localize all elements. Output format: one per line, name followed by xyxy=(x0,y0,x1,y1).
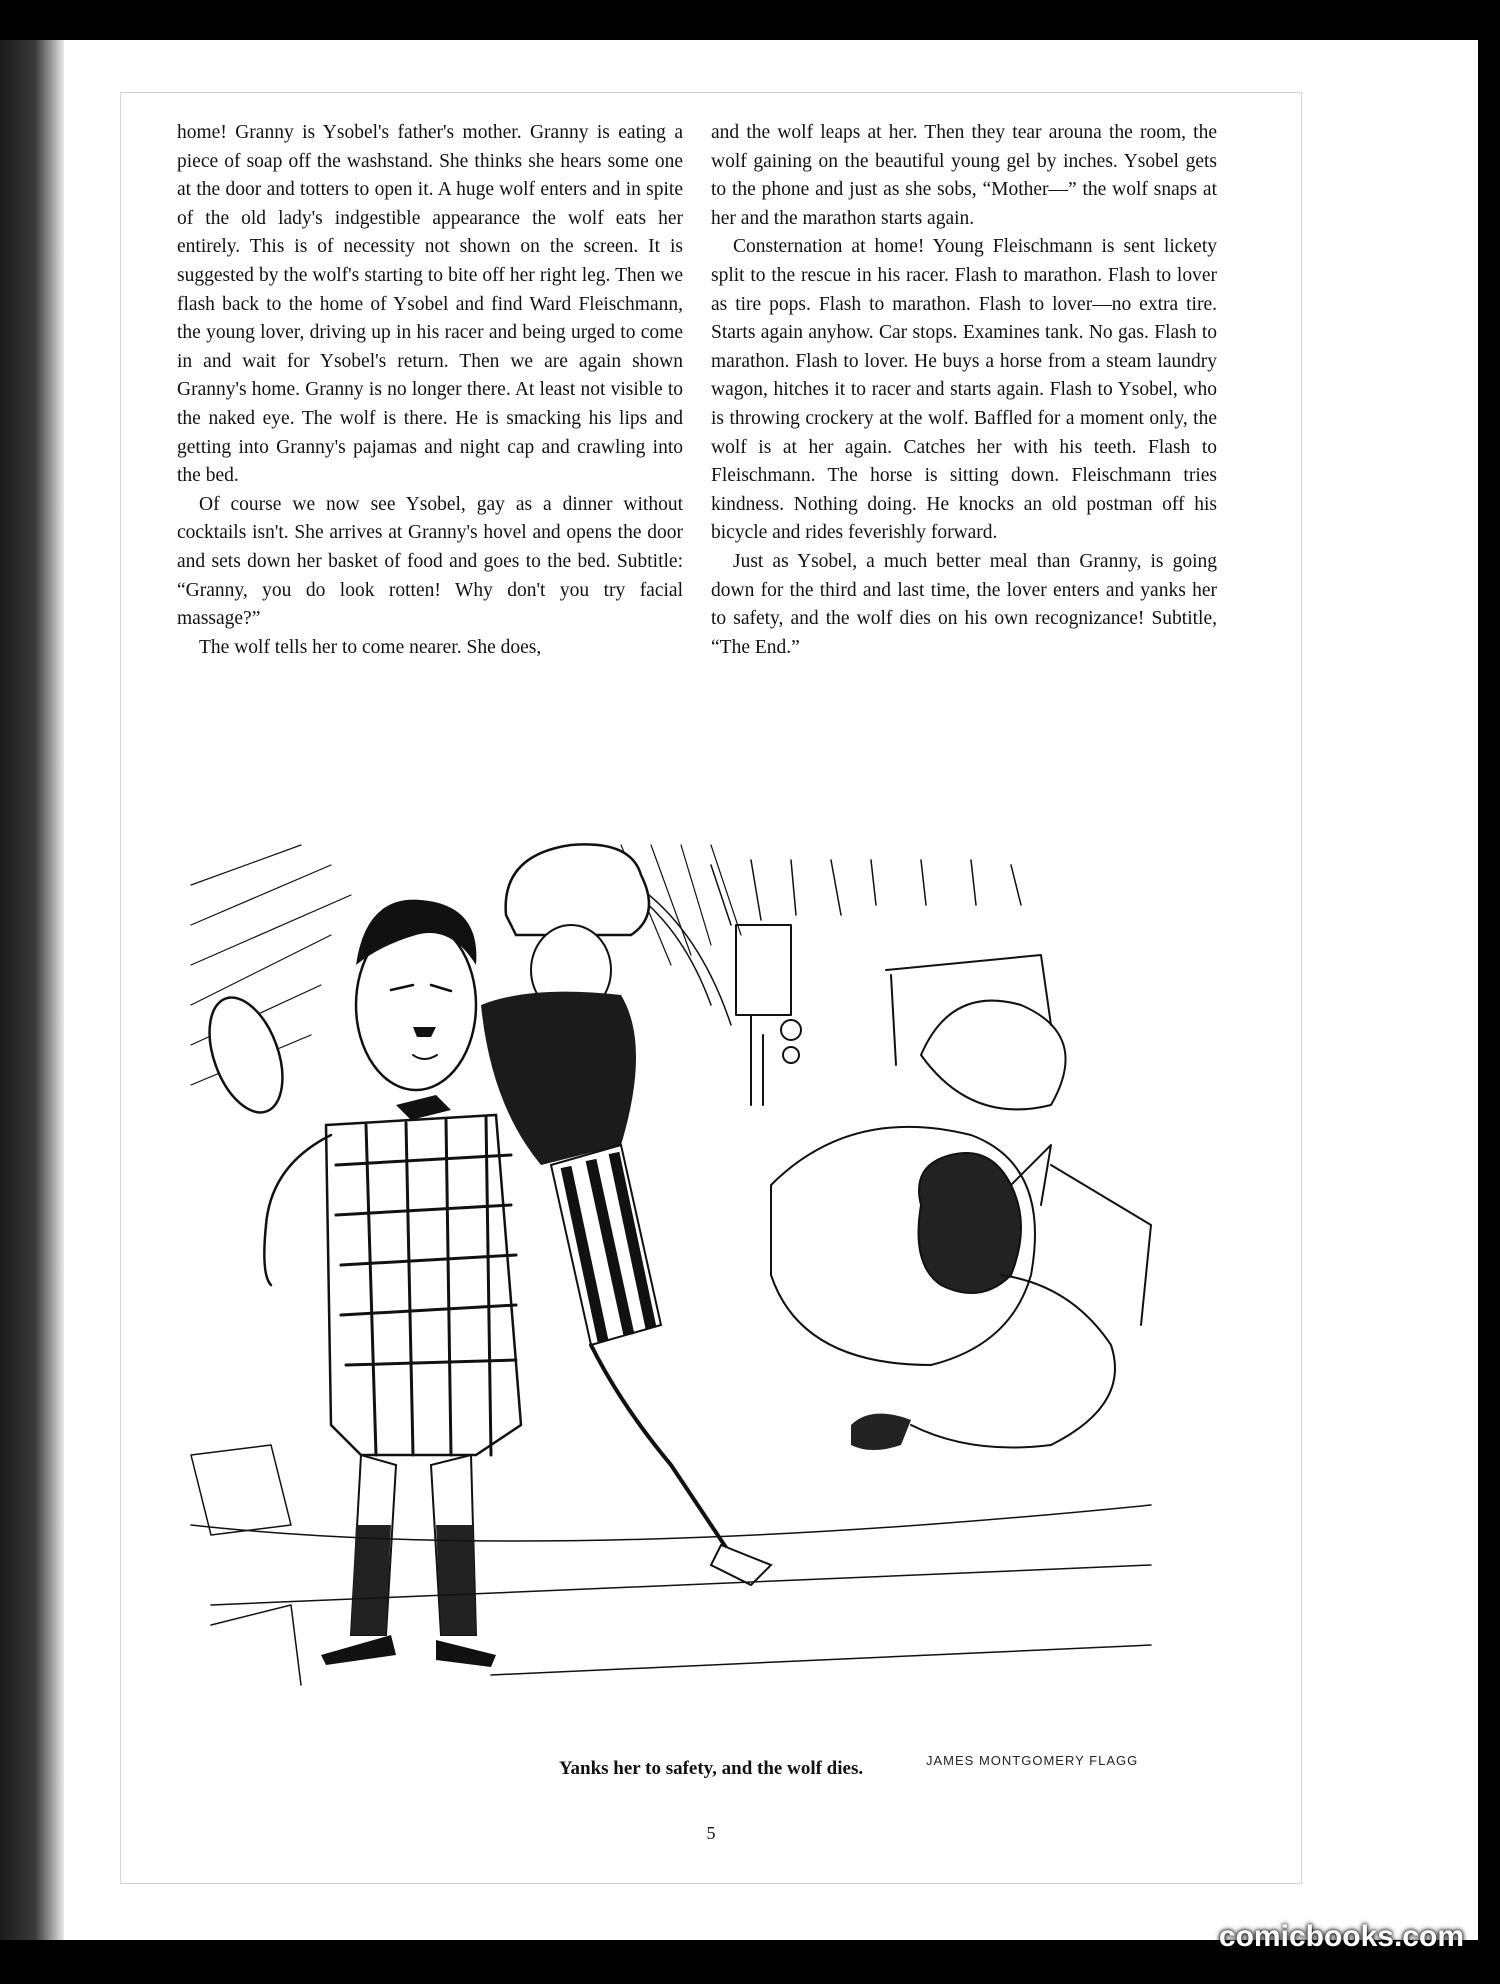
wall-telephone xyxy=(736,925,801,1105)
artist-signature: JAMES MONTGOMERY FLAGG xyxy=(926,1753,1139,1768)
left-column xyxy=(177,119,683,662)
young-woman xyxy=(481,844,771,1585)
young-man xyxy=(195,900,521,1667)
illustration-caption: Yanks her to safety, and the wolf dies. xyxy=(558,1758,864,1779)
curtain xyxy=(581,860,1021,1025)
magazine-page xyxy=(120,92,1302,1884)
paragraph: home! Granny is Ysobel's father's mother. Granny is eating a piece of soap off the washstand. She thinks she hears some one at the door and totters to open it. A huge wolf enters and in spite of the old lady's indgestible appearance the wolf eats her entirely. This is of necessity not shown on the screen. It is suggested by the wolf's starting to bite off her right leg. Then we flash back to the home of Ysobel and find Ward Fleischmann, the young lover, driving up in his racer and being urged to come in and wait for Ysobel's return. Then we are again shown Granny's home. Granny is no longer there. At least not visible to the naked eye. The wolf is there. He is smacking his lips and getting into Granny's pajamas and night cap and crawling into the bed. xyxy=(177,122,683,487)
paragraph: The wolf tells her to come nearer. She does, xyxy=(199,636,542,658)
wolf xyxy=(851,1145,1115,1450)
paragraph: and the wolf leaps at her. Then they tear arouna the room, the wolf gaining on the beautiful young gel by inches. Ysobel gets to the phone and just as she sobs, “Mother—” the wolf snaps at her and the marathon starts again. xyxy=(711,122,1217,229)
paragraph: Just as Ysobel, a much better meal than Granny, is going down for the third and last time, the lover enters and yanks her to safety, and the wolf dies on his own recognizance! Subtitle, “The End.” xyxy=(711,550,1217,658)
page-edge xyxy=(1478,40,1500,1940)
paragraph: Consternation at home! Young Fleischmann is sent lickety split to the rescue in his racer. Flash to marathon. Flash to lover as tire pops. Flash to marathon. Flash to lover—no extra tire. Starts again anyhow. Car stops. Examines tank. No gas. Flash to marathon. Flash to lover. He buys a horse from a steam laundry wagon, hitches it to racer and starts again. Flash to Ysobel, who is throwing crockery at the wolf. Baffled for a moment only, the wolf is at her again. Catches her with his teeth. Flash to Fleischmann. The horse is sitting down. Fleischmann tries kindness. Nothing doing. He knocks an old postman off his bicycle and rides feverishly forward. xyxy=(711,236,1217,544)
paragraph: Of course we now see Ysobel, gay as a dinner without cocktails isn't. She arrives at Granny's hovel and opens the door and sets down her basket of food and goes to the bed. Subtitle: “Granny, you do look rotten! Why don't you try facial massage?” xyxy=(177,493,683,630)
text-columns xyxy=(177,119,1217,662)
pen-ink-illustration xyxy=(151,805,1301,1765)
book-gutter xyxy=(0,40,64,1940)
site-watermark: comicbooks.com xyxy=(1218,1920,1464,1953)
page-number: 5 xyxy=(706,1823,716,1843)
right-column xyxy=(711,119,1217,662)
floor xyxy=(191,1445,1151,1685)
